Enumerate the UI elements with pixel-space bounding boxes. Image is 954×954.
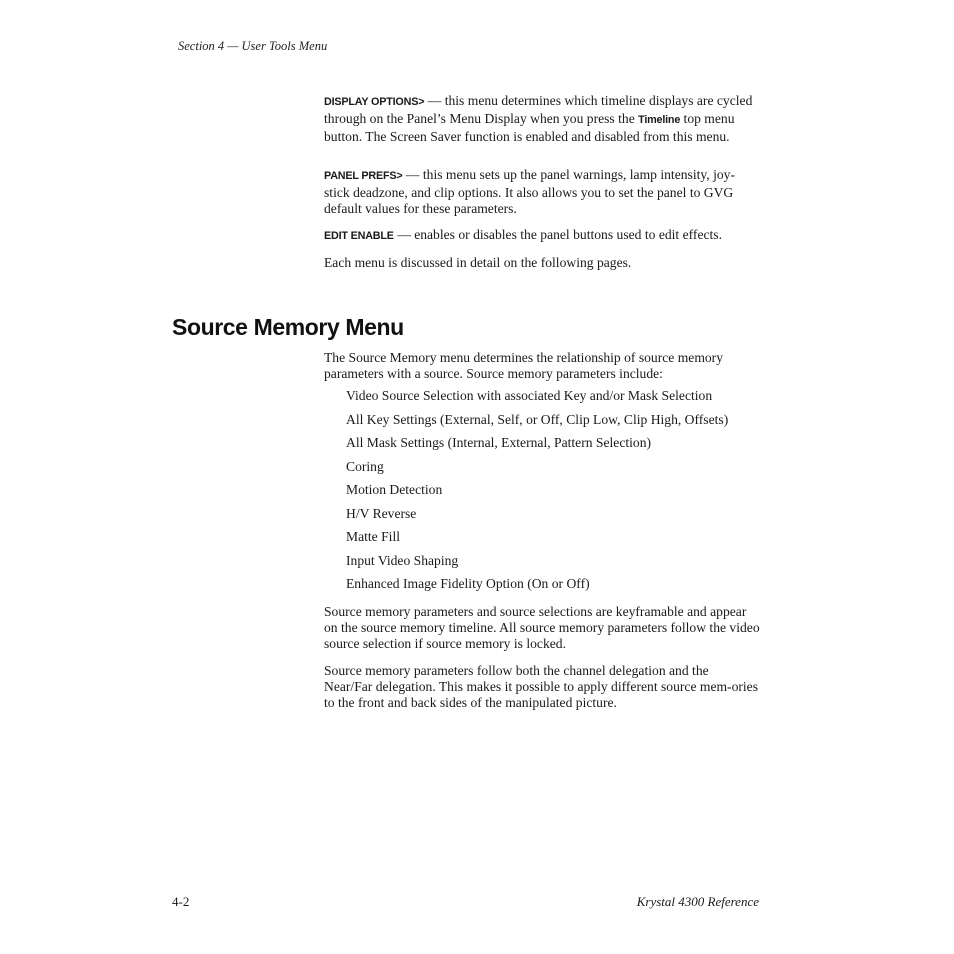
list-item: All Key Settings (External, Self, or Off, Clip Low, Clip High, Offsets): [346, 411, 729, 427]
book-title: Krystal 4300 Reference: [636, 894, 759, 909]
section-intro-paragraph: The Source Memory menu determines the relationship of source memory parameters with a source. Source memory parameters include:: [324, 350, 724, 381]
edit-enable-text: — enables or disables the panel buttons used to edit effects.: [393, 227, 722, 242]
list-item: Motion Detection: [346, 482, 443, 497]
intro-closing-paragraph: Each menu is discussed in detail on the following pages.: [324, 255, 632, 270]
page-number: 4-2: [172, 894, 190, 909]
parameter-list: [346, 388, 728, 600]
display-options-paragraph: [324, 93, 760, 144]
display-options-text-b: top menu button. The Screen Saver function is enabled and disabled from this menu.: [324, 110, 735, 144]
edit-enable-term: EDIT ENABLE: [324, 230, 394, 242]
section-title: Source Memory Menu: [172, 314, 404, 340]
list-item: Video Source Selection with associated Key and/or Mask Selection: [346, 388, 713, 403]
panel-prefs-term: PANEL PREFS>: [324, 170, 403, 182]
running-header: Section 4 — User Tools Menu: [178, 39, 328, 53]
panel-prefs-paragraph: [324, 167, 760, 216]
panel-prefs-text: — this menu sets up the panel warnings, lamp intensity, joy-stick deadzone, and clip options. It also allows you to set the panel to GVG default values for these parameters.: [324, 167, 735, 216]
list-item: H/V Reverse: [346, 505, 417, 521]
list-item: All Mask Settings (Internal, External, Pattern Selection): [346, 435, 652, 450]
list-item: Input Video Shaping: [346, 552, 459, 568]
edit-enable-paragraph: [324, 227, 760, 245]
list-item: Matte Fill: [346, 529, 400, 544]
list-item: Coring: [346, 458, 384, 474]
display-options-text-a: — this menu determines which timeline displays are cycled through on the Panel’s Menu Display when you press the: [324, 93, 753, 126]
display-options-term: DISPLAY OPTIONS>: [324, 96, 425, 108]
list-item: Enhanced Image Fidelity Option (On or Off): [346, 576, 590, 591]
timeline-term: Timeline: [638, 113, 681, 126]
section-paragraph-2: Source memory parameters follow both the channel delegation and the Near/Far delegation. This makes it possible to apply different source mem-ories to the front and back sides of the manipulated picture.: [324, 663, 759, 710]
section-paragraph-1: Source memory parameters and source selections are keyframable and appear on the source memory timeline. All source memory parameters follow the video source selection if source memory is locked.: [324, 604, 760, 651]
